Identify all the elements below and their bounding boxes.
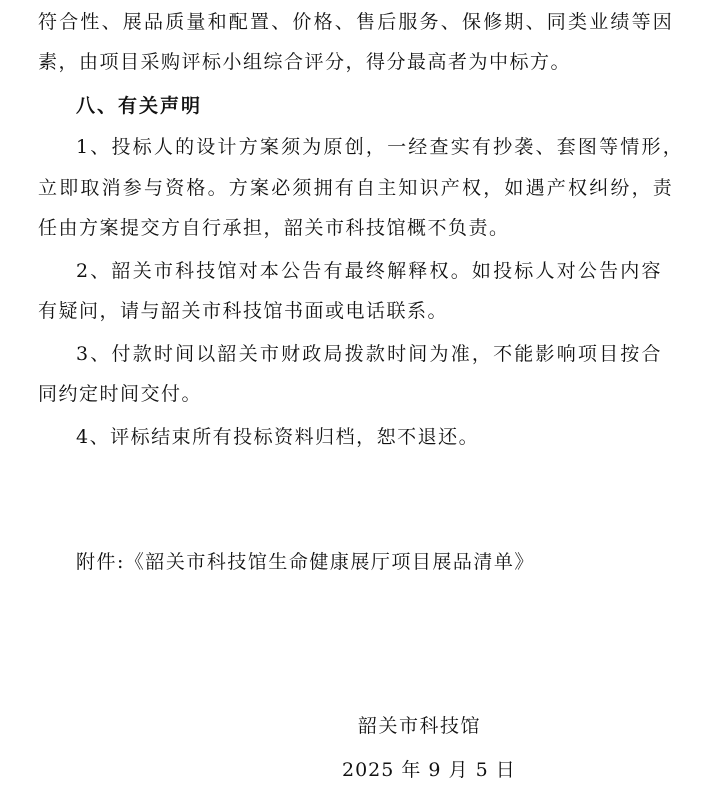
- item-3-line-2: 同约定时间交付。: [38, 383, 203, 405]
- item-4-line-1: 4、评标结束所有投标资料归档，恕不退还。: [76, 426, 480, 448]
- item-1-line-1: 1、投标人的设计方案须为原创，一经查实有抄袭、套图等情形，: [76, 136, 684, 158]
- item-1-line-3: 任由方案提交方自行承担，韶关市科技馆概不负责。: [38, 217, 510, 239]
- signature-date: 2025 年 9 月 5 日: [342, 759, 516, 781]
- section-heading: 八、有关声明: [76, 95, 203, 117]
- signature-org: 韶关市科技馆: [358, 715, 482, 737]
- item-2-line-1: 2、韶关市科技馆对本公告有最终解释权。如投标人对公告内容: [76, 260, 663, 282]
- item-2-line-2: 有疑问，请与韶关市科技馆书面或电话联系。: [38, 300, 449, 322]
- item-3-line-1: 3、付款时间以韶关市财政局拨款时间为准，不能影响项目按合: [76, 343, 663, 365]
- item-1-line-2: 立即取消参与资格。方案必须拥有自主知识产权，如遇产权纠纷，责: [38, 177, 675, 199]
- intro-line-2: 素，由项目采购评标小组综合评分，得分最高者为中标方。: [38, 51, 572, 73]
- intro-line-1: 符合性、展品质量和配置、价格、售后服务、保修期、同类业绩等因: [38, 11, 675, 33]
- attachment-note: 附件:《韶关市科技馆生命健康展厅项目展品清单》: [76, 551, 535, 573]
